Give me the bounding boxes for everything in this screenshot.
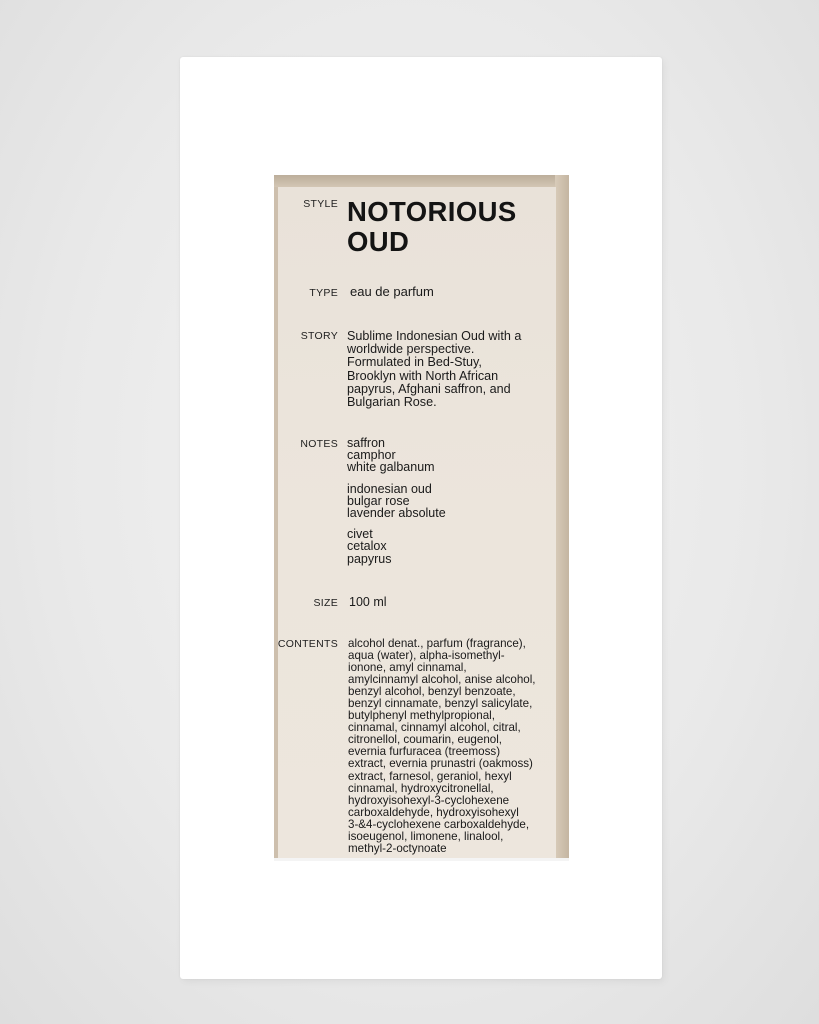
contents-line: extract, evernia prunastri (oakmoss) [348,757,533,771]
contents-line: amylcinnamyl alcohol, anise alcohol, [348,673,536,687]
contents-line: butylphenyl methylpropional, [348,709,495,723]
note-item: white galbanum [347,460,435,475]
contents-line: benzyl alcohol, benzyl benzoate, [348,685,516,699]
note-item: saffron [347,436,385,450]
note-item: civet [347,527,373,542]
contents-line: ionone, amyl cinnamal, [348,661,467,675]
size-key: SIZE [313,597,338,609]
type-value: eau de parfum [350,284,434,299]
notes-group-base [347,528,446,565]
story-line: Sublime Indonesian Oud with a [347,329,522,343]
contents-line: alcohol denat., parfum (fragrance), [348,637,526,650]
story-line: Brooklyn with North African [347,368,499,383]
product-title-line: NOTORIOUS [347,196,517,227]
contents-line: 3-&4-cyclohexene carboxaldehyde, [348,817,530,831]
contents-line: carboxaldehyde, hydroxyisohexyl [348,805,519,819]
size-value: 100 ml [349,595,387,609]
note-item: indonesian oud [347,481,432,496]
notes-list [347,437,446,574]
story-line: Formulated in Bed-Stuy, [347,355,482,370]
contents-line: citronellol, coumarin, eugenol, [348,733,503,747]
product-title-line: OUD [347,226,410,257]
window-bottom-edge [274,858,569,861]
type-key: TYPE [309,287,338,299]
note-item: papyrus [347,551,392,566]
note-item: bulgar rose [347,493,410,508]
story-line: Bulgarian Rose. [347,395,437,410]
notes-group-heart [347,483,446,520]
style-key: STYLE [303,198,338,210]
contents-line: cinnamal, hydroxycitronellal, [348,781,494,795]
notes-key: NOTES [300,438,338,450]
window-inner-shadow-top [274,175,569,187]
note-item: camphor [347,448,396,463]
contents-line: benzyl cinnamate, benzyl salicylate, [348,697,533,711]
contents-line: evernia furfuracea (treemoss) [348,745,501,759]
contents-line: methyl-2-octynoate [348,841,447,855]
window-inner-shadow-right [555,175,569,860]
story-line: worldwide perspective. [347,342,475,357]
note-item: lavender absolute [347,506,446,521]
story-key: STORY [300,330,338,342]
contents-line: hydroxyisohexyl-3-cyclohexene [348,793,510,807]
notes-group-top [347,437,446,474]
story-text [347,330,521,409]
contents-line: aqua (water), alpha-isomethyl- [348,649,505,663]
story-line: papyrus, Afghani saffron, and [347,381,511,396]
note-item: cetalox [347,539,387,554]
contents-key: CONTENTS [277,638,338,650]
product-title [347,197,517,257]
contents-line: cinnamal, cinnamyl alcohol, citral, [348,721,521,735]
contents-line: isoeugenol, limonene, linalool, [348,829,504,843]
contents-text [348,638,553,855]
contents-line: extract, farnesol, geraniol, hexyl [348,769,512,783]
